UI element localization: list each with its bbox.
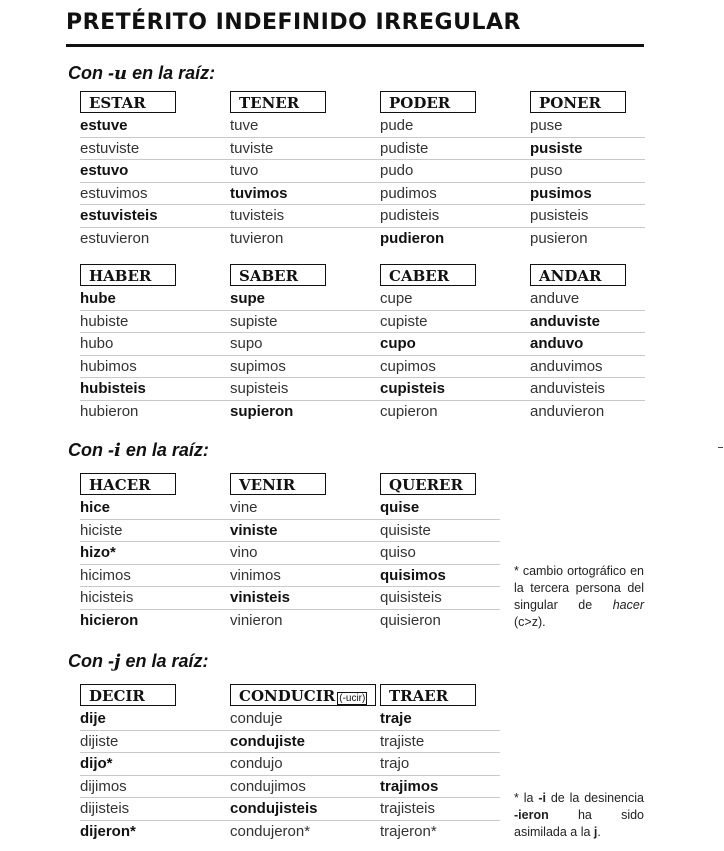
infinitive-label: TENER: [239, 94, 300, 112]
conjugation-form: pusimos: [530, 183, 645, 206]
infinitive-label: QUERER: [389, 476, 463, 494]
verb-column-decir: [80, 684, 230, 843]
verb-column-caber: [380, 264, 530, 423]
conjugation-form: hicieron: [80, 611, 139, 629]
conjugation-form: hubieron: [80, 402, 139, 420]
infinitive-label: SABER: [239, 267, 299, 285]
conjugation-form: supiste: [230, 311, 380, 334]
conjugation-form: vino: [230, 542, 380, 565]
conjugation-list: [380, 288, 530, 423]
conjugation-list: [230, 115, 380, 250]
conjugation-form: trajimos: [380, 776, 500, 799]
conjugation-list: [230, 708, 380, 843]
verb-column-haber: [80, 264, 230, 423]
verb-infinitive-header: [380, 91, 476, 113]
conjugation-form: hiciste: [80, 520, 230, 543]
conjugation-form: supo: [230, 333, 380, 356]
conjugation-list: [530, 288, 645, 423]
verb-infinitive-header: [80, 473, 176, 495]
verb-column-poner: [530, 91, 645, 250]
conjugation-form: pudieron: [380, 229, 445, 247]
conjugation-form: estuve: [80, 115, 230, 138]
conjugation-form: pusieron: [530, 229, 588, 247]
verb-column-venir: [230, 473, 380, 632]
verb-infinitive-header: [530, 264, 626, 286]
conjugation-form: pusiste: [530, 138, 645, 161]
infinitive-label: PONER: [539, 94, 601, 112]
verb-infinitive-header: [380, 264, 476, 286]
conjugation-form: tuvieron: [230, 229, 284, 247]
conjugation-form: condujiste: [230, 731, 380, 754]
conjugation-form: puso: [530, 160, 645, 183]
infinitive-label: HACER: [89, 476, 151, 494]
verb-column-querer: [380, 473, 500, 632]
conjugation-form: viniste: [230, 520, 380, 543]
conjugation-list: [380, 708, 500, 843]
conjugation-form: condujeron*: [230, 822, 311, 840]
conjugation-form: cupieron: [380, 402, 438, 420]
conjugation-form: tuvimos: [230, 183, 380, 206]
conjugation-list: [80, 708, 230, 843]
conjugation-form: dijo*: [80, 753, 230, 776]
conjugation-form: dijiste: [80, 731, 230, 754]
verb-infinitive-header: [380, 473, 476, 495]
infinitive-label: TRAER: [389, 687, 449, 705]
verb-group-j: [80, 684, 500, 844]
conjugation-form: traje: [380, 708, 500, 731]
verb-infinitive-header: [230, 91, 326, 113]
conjugation-form: estuvimos: [80, 183, 230, 206]
conjugation-form: pude: [380, 115, 530, 138]
conjugation-form: pudisteis: [380, 205, 530, 228]
infinitive-label: ANDAR: [539, 267, 602, 285]
conjugation-form: supimos: [230, 356, 380, 379]
conjugation-form: trajeron*: [380, 822, 437, 840]
infinitive-label: PODER: [389, 94, 451, 112]
conjugation-form: quise: [380, 497, 500, 520]
section-heading-i: Con -i en la raíz:: [68, 440, 209, 461]
footnote-ieron: * la -i de la desinencia -ieron ha sido asimilada a la j.: [514, 791, 644, 839]
conjugation-form: supe: [230, 288, 380, 311]
conjugation-form: pudo: [380, 160, 530, 183]
conjugation-form: hubisteis: [80, 378, 230, 401]
conjugation-form: estuvo: [80, 160, 230, 183]
conjugation-form: cupiste: [380, 311, 530, 334]
verb-column-tener: [230, 91, 380, 250]
conjugation-form: anduvimos: [530, 356, 645, 379]
conjugation-form: condujo: [230, 753, 380, 776]
verb-column-traer: [380, 684, 500, 843]
verb-group-u-1: [80, 91, 645, 251]
section-heading-u: Con -u en la raíz:: [68, 63, 216, 84]
verb-infinitive-header: [230, 264, 326, 286]
conjugation-form: estuvisteis: [80, 205, 230, 228]
verb-column-andar: [530, 264, 645, 423]
conjugation-form: hicisteis: [80, 587, 230, 610]
conjugation-form: tuve: [230, 115, 380, 138]
conjugation-form: quisisteis: [380, 587, 500, 610]
conjugation-form: hice: [80, 497, 230, 520]
conjugation-list: [380, 497, 500, 632]
conjugation-form: hubiste: [80, 311, 230, 334]
verb-column-estar: [80, 91, 230, 250]
verb-column-conducir: [230, 684, 380, 843]
conjugation-list: [230, 497, 380, 632]
verb-column-poder: [380, 91, 530, 250]
conjugation-form: vinimos: [230, 565, 380, 588]
verb-infinitive-header: [80, 684, 176, 706]
verb-infinitive-header: [80, 264, 176, 286]
conjugation-form: supisteis: [230, 378, 380, 401]
conjugation-form: estuvieron: [80, 229, 150, 247]
conjugation-form: cupe: [380, 288, 530, 311]
conjugation-form: dijisteis: [80, 798, 230, 821]
conjugation-form: pudimos: [380, 183, 530, 206]
conjugation-list: [380, 115, 530, 250]
conjugation-list: [230, 288, 380, 423]
conjugation-form: conduje: [230, 708, 380, 731]
infinitive-label: ESTAR: [89, 94, 146, 112]
conjugation-form: cupo: [380, 333, 530, 356]
conjugation-form: quisieron: [380, 611, 441, 629]
conjugation-form: cupimos: [380, 356, 530, 379]
verb-column-saber: [230, 264, 380, 423]
conjugation-list: [80, 115, 230, 250]
conjugation-form: anduvo: [530, 333, 645, 356]
conjugation-form: anduve: [530, 288, 645, 311]
infinitive-label: CONDUCIR: [239, 687, 336, 705]
conjugation-form: puse: [530, 115, 645, 138]
conjugation-form: vinisteis: [230, 587, 380, 610]
conjugation-form: condujimos: [230, 776, 380, 799]
conjugation-form: condujisteis: [230, 798, 380, 821]
conjugation-list: [80, 288, 230, 423]
verb-infinitive-header: [230, 684, 376, 706]
verb-group-i: [80, 473, 500, 633]
conjugation-form: hubimos: [80, 356, 230, 379]
margin-mark: [718, 447, 723, 448]
conjugation-form: trajisteis: [380, 798, 500, 821]
page-title: PRETÉRITO INDEFINIDO IRREGULAR: [66, 10, 521, 35]
verb-infinitive-header: [80, 91, 176, 113]
conjugation-form: anduviste: [530, 311, 645, 334]
conjugation-form: tuviste: [230, 138, 380, 161]
conjugation-form: hube: [80, 288, 230, 311]
verb-group-u-2: [80, 264, 645, 424]
conjugation-form: trajo: [380, 753, 500, 776]
conjugation-form: tuvisteis: [230, 205, 380, 228]
conjugation-form: dije: [80, 708, 230, 731]
conjugation-form: vinieron: [230, 611, 283, 629]
conjugation-list: [80, 497, 230, 632]
infinitive-label: HABER: [89, 267, 152, 285]
conjugation-form: hubo: [80, 333, 230, 356]
conjugation-form: tuvo: [230, 160, 380, 183]
conjugation-form: hicimos: [80, 565, 230, 588]
conjugation-form: pudiste: [380, 138, 530, 161]
conjugation-form: quisiste: [380, 520, 500, 543]
conjugation-form: dijeron*: [80, 822, 136, 840]
conjugation-form: hizo*: [80, 542, 230, 565]
infinitive-label: CABER: [389, 267, 450, 285]
conjugation-form: quisimos: [380, 565, 500, 588]
verb-infinitive-header: [530, 91, 626, 113]
conjugation-list: [530, 115, 645, 250]
infinitive-suffix: (-ucir): [339, 693, 366, 704]
section-heading-j: Con -j en la raíz:: [68, 651, 209, 672]
conjugation-form: anduvisteis: [530, 378, 645, 401]
title-underline: [66, 44, 644, 47]
conjugation-form: supieron: [230, 402, 294, 420]
conjugation-form: trajiste: [380, 731, 500, 754]
infinitive-label: VENIR: [239, 476, 296, 494]
footnote-hacer: * cambio ortográfico en la tercera persona del singular de hacer (c>z).: [514, 564, 644, 629]
conjugation-form: dijimos: [80, 776, 230, 799]
conjugation-form: anduvieron: [530, 402, 605, 420]
conjugation-form: quiso: [380, 542, 500, 565]
conjugation-form: vine: [230, 497, 380, 520]
conjugation-form: estuviste: [80, 138, 230, 161]
verb-infinitive-header: [380, 684, 476, 706]
verb-column-hacer: [80, 473, 230, 632]
verb-infinitive-header: [230, 473, 326, 495]
conjugation-form: cupisteis: [380, 378, 530, 401]
conjugation-form: pusisteis: [530, 205, 645, 228]
infinitive-label: DECIR: [89, 687, 145, 705]
